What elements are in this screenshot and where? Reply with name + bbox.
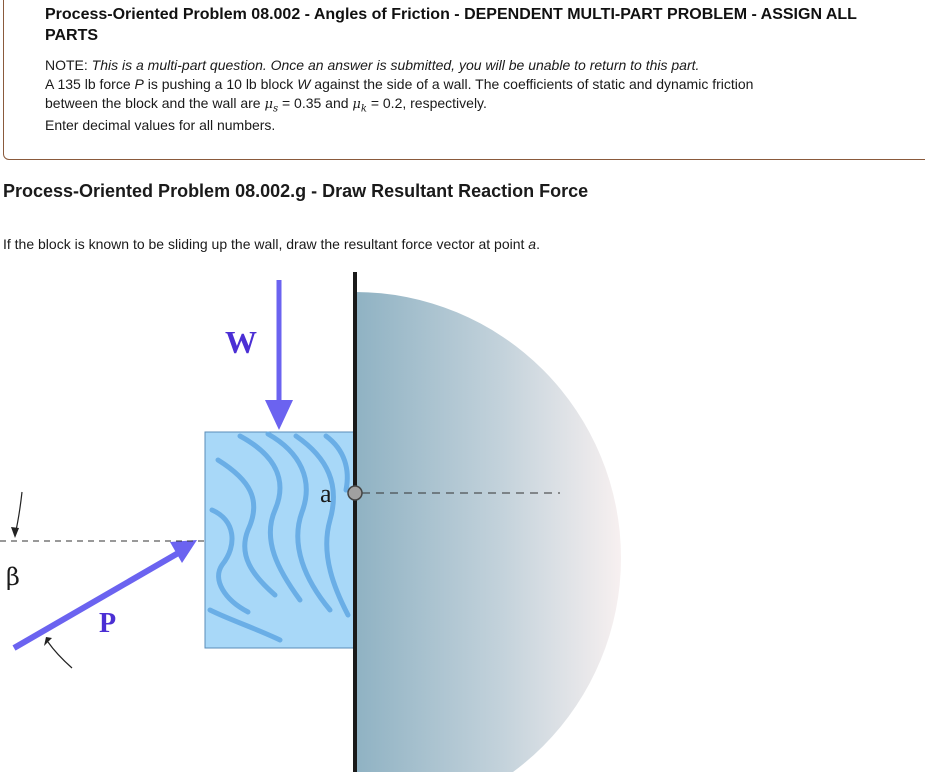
part-title: Process-Oriented Problem 08.002.g - Draw Resultant Reaction Force: [3, 181, 589, 201]
problem-line-3: Enter decimal values for all numbers.: [45, 117, 276, 133]
label-p: P: [99, 608, 117, 639]
label-beta: β: [6, 563, 20, 591]
block: [205, 432, 354, 648]
note-prefix: NOTE:: [45, 57, 92, 73]
wall-body: [355, 292, 621, 772]
note-text: This is a multi-part question. Once an answer is submitted, you will be unable to return to this part.: [91, 57, 700, 73]
label-w: W: [225, 324, 257, 360]
label-a: a: [320, 479, 332, 508]
part-instruction: If the block is known to be sliding up the wall, draw the resultant force vector at point a.: [3, 236, 540, 252]
mu-s-symbol: $\mu_s$: [264, 97, 279, 115]
friction-diagram[interactable]: [0, 260, 925, 772]
mu-k-symbol: $\mu_k$: [352, 97, 367, 115]
problem-line-1: A 135 lb force P is pushing a 10 lb block W against the side of a wall. The coefficients of static and dynamic friction: [45, 76, 754, 92]
problem-title: Process-Oriented Problem 08.002 - Angles of Friction - DEPENDENT MULTI-PART PROBLEM - ASSIGN ALL PARTS: [45, 6, 857, 44]
problem-line-2: between the block and the wall are $\mu_s = 0.35$ and $\mu_k = 0.2$, respectively.: [45, 95, 487, 115]
angle-arrow-bottom: [44, 637, 72, 668]
point-a-marker: [348, 486, 362, 500]
angle-arrow-top: [11, 492, 22, 538]
weight-vector: [265, 280, 293, 430]
problem-note: [45, 56, 905, 75]
